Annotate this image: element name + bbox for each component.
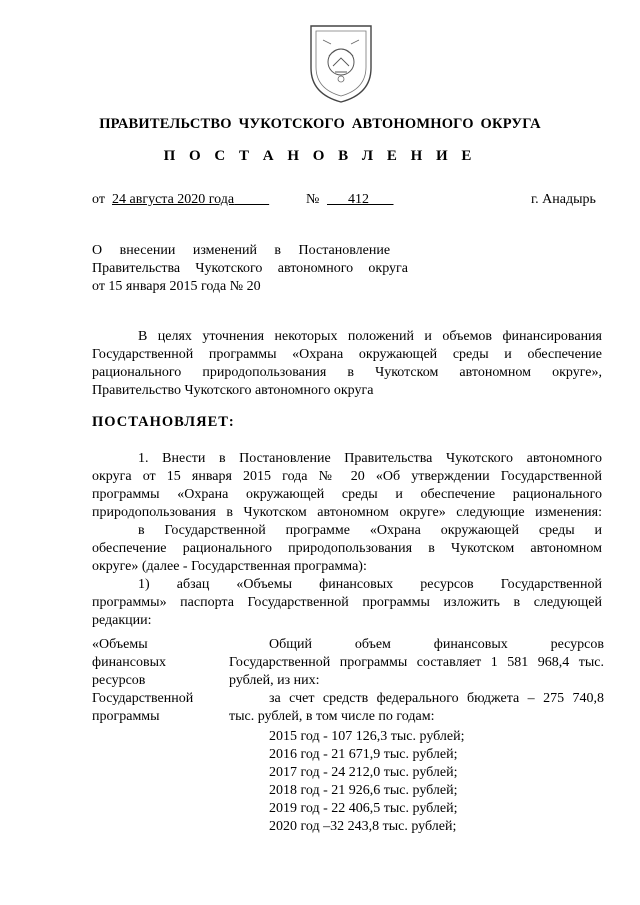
item-line: округе» (далее - Государственная программа): xyxy=(92,559,367,574)
item-line: 1. Внести в Постановление Правительства Чукотского автономного xyxy=(138,451,602,466)
preamble-line: Государственной программы «Охрана окружающей среды и обеспечение xyxy=(92,347,602,362)
table-right-line: рублей, из них: xyxy=(229,673,320,688)
preamble-line: В целях уточнения некоторых положений и объемов финансирования xyxy=(138,329,602,344)
table-right-line: тыс. рублей, в том числе по годам: xyxy=(229,709,435,724)
city: г. Анадырь xyxy=(531,192,596,207)
table-left-line: ресурсов xyxy=(92,673,146,688)
item-line: обеспечение рационального природопользования в Чукотском автономном xyxy=(92,541,602,556)
item-line: округа от 15 января 2015 года № 20 «Об утверждении Государственной xyxy=(92,469,602,484)
table-right-line: Общий объем финансовых ресурсов xyxy=(269,637,604,652)
year-funding-item: 2020 год –32 243,8 тыс. рублей; xyxy=(269,819,457,834)
coat-of-arms-emblem xyxy=(305,22,377,106)
government-title: ПРАВИТЕЛЬСТВО ЧУКОТСКОГО АВТОНОМНОГО ОКРУГА xyxy=(99,116,541,132)
year-funding-item: 2018 год - 21 926,6 тыс. рублей; xyxy=(269,783,458,798)
table-right-line: за счет средств федерального бюджета – 275 740,8 xyxy=(269,691,604,706)
item-1 xyxy=(92,450,602,630)
document-date: 24 августа 2020 года xyxy=(112,192,235,207)
preamble xyxy=(92,328,602,400)
item-line: в Государственной программе «Охрана окружающей среды и xyxy=(138,523,602,538)
subject-line: Правительства Чукотского автономного округа xyxy=(92,261,408,276)
item-line: 1) абзац «Объемы финансовых ресурсов Государственной xyxy=(138,577,602,592)
preamble-line: рационального природопользования в Чукотском автономном округе», xyxy=(92,365,602,380)
table-left-column xyxy=(92,636,222,726)
year-funding-item: 2016 год - 21 671,9 тыс. рублей; xyxy=(269,747,458,762)
date-prefix: от xyxy=(92,192,105,207)
yearly-funding-list xyxy=(269,728,465,836)
table-right-line: Государственной программы составляет 1 581 968,4 тыс. xyxy=(229,655,604,670)
year-funding-item: 2015 год - 107 126,3 тыс. рублей; xyxy=(269,729,465,744)
item-line: программы» паспорта Государственной программы изложить в следующей xyxy=(92,595,602,610)
item-line: природопользования в Чукотском автономном округе» следующие изменения: xyxy=(92,505,602,520)
number-prefix: № xyxy=(306,192,320,207)
document-number: 412 xyxy=(348,192,369,207)
table-left-line: программы xyxy=(92,709,160,724)
preamble-line: Правительство Чукотского автономного округа xyxy=(92,383,374,398)
year-funding-item: 2019 год - 22 406,5 тыс. рублей; xyxy=(269,801,458,816)
document-subject xyxy=(92,242,408,296)
year-funding-item: 2017 год - 24 212,0 тыс. рублей; xyxy=(269,765,458,780)
table-left-line: финансовых xyxy=(92,655,166,670)
subject-line: О внесении изменений в Постановление xyxy=(92,243,391,258)
table-right-column xyxy=(229,636,604,726)
table-left-line: «Объемы xyxy=(92,637,148,652)
table-left-line: Государственной xyxy=(92,691,194,706)
decree-heading: ПОСТАНОВЛЯЕТ: xyxy=(92,414,235,430)
item-line: программы «Охрана окружающей среды и обеспечение рационального xyxy=(92,487,602,502)
subject-line: от 15 января 2015 года № 20 xyxy=(92,279,261,294)
item-line: редакции: xyxy=(92,613,152,628)
document-type-title: П О С Т А Н О В Л Е Н И Е xyxy=(163,148,477,164)
